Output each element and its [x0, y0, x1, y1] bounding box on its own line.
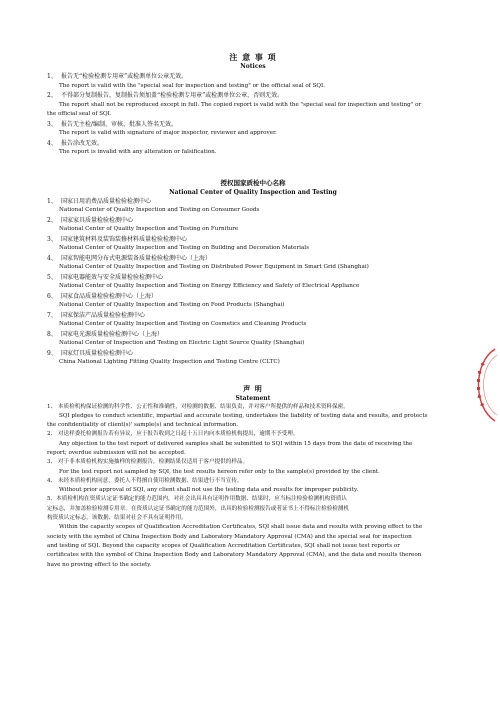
statement-p2-en: Any objection to the test report of delivered samples shall be submitted to SQI within 15 days from the date of receiving the [59, 440, 413, 447]
statement-p5-cn: 5、本质检机构在资质认定证书确定的能力范围内，对社会出具具有证明作用数据、结果时，应当标注检验检测机构资质认 [47, 496, 348, 503]
notice-text-en: The report is invalid with any alteration or falsification. [59, 149, 217, 155]
item-number: 8、 [47, 330, 57, 338]
document-body [47, 52, 459, 570]
center-name-cn: 国家电器能效与安全质量检验检测中心 [61, 273, 164, 281]
statement-p2-en-cont: report; overdue submission will not be accepted. [47, 449, 186, 456]
statement-p5-en-cont: society with the symbol of China Inspection Body and Laboratory Mandatory Approval (CMA) and the special seal for inspection [47, 533, 412, 540]
center-name-en: National Center of Quality Inspection and Testing on Cosmetics and Cleaning Products [59, 321, 307, 327]
centers-section [47, 179, 459, 368]
statement-p3-en: For the test report not sampled by SQI, the test results hereon refer only to the sample(s) provided by the client. [59, 468, 380, 475]
statement-title-en: Statement [235, 394, 271, 402]
center-item [47, 216, 459, 226]
item-number: 1、 [47, 73, 57, 80]
statement-p5-cn-cont: 定标志，并加盖检验检测专用章。在资质认定证书确定的能力范围外，出具的检验检测报告或者证书上不得标注检验检测机 [47, 505, 350, 512]
center-name-en: National Center of Quality Inspection and Testing on Building and Decoration Materials [59, 245, 309, 251]
statement-section [47, 384, 459, 570]
item-number: 2、 [47, 216, 57, 224]
center-name-cn: 国家食品质量检验检测中心（上海） [61, 292, 158, 300]
center-name-en: National Center of Quality Inspection and Testing on Food Products (Shanghai) [59, 302, 285, 308]
statement-title-cn: 声 明 [243, 383, 263, 393]
statement-p1-en-cont: the confidentiality of client(s)' sample(s) and technical information. [47, 422, 239, 429]
center-name-cn: 国家建筑材料及装饰装修材料质量检验检测中心 [61, 235, 188, 243]
notice-text-en-cont: the official seal of SQI. [47, 111, 112, 117]
center-item [47, 330, 459, 340]
notice-text-en: The report is valid with the "special seal for inspection and testing" or the official seal of SQI. [59, 82, 325, 89]
statement-p5-cn-cont: 构资质认定标志，该数据、结果对社会不具有证明作用。 [47, 515, 187, 522]
notice-item [47, 91, 459, 101]
notice-text-cn: 报告无主检/编制、审核、批准人签名无效。 [61, 120, 178, 128]
item-number: 3、 [47, 120, 57, 128]
notices-title-en: Notices [240, 63, 266, 70]
center-name-en: National Center of Quality Inspection and Testing on Distributed Power Equipment in Smart Grid (Shanghai) [59, 264, 369, 270]
notice-text-cn: 报告无“检验检测专用章”或检测单位公章无效。 [61, 73, 188, 80]
item-number: 5、 [47, 273, 57, 281]
red-seal-stamp [467, 345, 497, 425]
item-number: 9、 [47, 349, 57, 357]
centers-title-cn: 授权国家质检中心名称 [220, 178, 286, 187]
statement-p1-en: SQI pledges to conduct scientific, impartial and accurate testing, undertakes the liability of testing data and results, and protects [59, 412, 428, 419]
notices-section [47, 52, 459, 158]
center-name-cn: 国家日用消费品质量检验检测中心 [61, 197, 152, 205]
notice-text-cn: 不得部分复制报告，复制报告须加盖“检验检测专用章”或检测单位公章，否则无效。 [61, 92, 284, 99]
notice-text-cn: 报告涂改无效。 [61, 139, 104, 147]
statement-p3-cn: 3、 对于非本质检机构实施抽样的检测报告，检测结果仅适用于客户提供的样品。 [47, 459, 249, 466]
center-name-cn: 国家灯具质量检验检测中心 [61, 349, 134, 357]
center-name-cn: 国家保洁产品质量检验检测中心 [61, 311, 146, 319]
center-name-cn: 国家智能电网分布式电源装备质量检验检测中心（上海） [61, 254, 212, 262]
center-item [47, 349, 459, 359]
center-name-en: National Center of Quality Inspection and Testing on Energy Efficiency and Safety of Electrical Appliance [59, 283, 360, 289]
notice-item [47, 139, 459, 149]
center-item [47, 273, 459, 283]
item-number: 6、 [47, 292, 57, 300]
notice-text-en: The report shall not be reproduced except in full. The copied report is valid with the "special seal for inspection and testing" or [59, 101, 422, 108]
item-number: 4、 [47, 254, 57, 262]
center-name-en: National Center of Inspection and Testing on Electric Light Source Quality (Shanghai) [59, 340, 305, 346]
notices-title-cn: 注 意 事 项 [229, 52, 277, 62]
center-name-en: National Center of Quality Inspection and Testing on Furniture [59, 226, 239, 232]
item-number: 1、 [47, 197, 57, 205]
notice-item [47, 72, 459, 82]
item-number: 4、 [47, 139, 57, 147]
statement-p5-en: Within the capacity scopes of Qualification Accreditation Certificates, SQI shall issue data and results with proving effect to the [59, 524, 423, 531]
center-name-cn: 国家电光源质量检验检测中心（上海） [61, 330, 164, 338]
statement-p2-cn: 2、 对送样委托检测报告若有异议，应于报告收到之日起十五日内向本质检机构提出，逾期不予受理。 [47, 431, 299, 438]
statement-p1-cn: 1、 本质检机构保证检测的科学性、公正性和准确性，对检测的数据、结果负责，并对客户所提供的样品和技术资料保密。 [47, 403, 349, 410]
center-name-en: National Center of Quality Inspection and Testing on Consumer Goods [59, 207, 260, 213]
item-number: 2、 [47, 92, 57, 99]
statement-p5-en-cont: certificates with the symbol of China Inspection Body and Laboratory Mandatory Approval (CMA), and the data and results thereon [47, 552, 422, 559]
center-item [47, 254, 459, 264]
statement-p5-en-cont: have no proving effect to the society. [47, 561, 152, 568]
notice-text-en: The report is valid with signature of major inspector, reviewer and approver. [59, 130, 277, 136]
notice-item [47, 120, 459, 130]
center-name-en: China National Lighting Fitting Quality Inspection and Testing Centre (CLTC) [59, 359, 280, 365]
centers-title-en: National Center of Quality Inspection and Testing [169, 188, 337, 196]
statement-p5-en-cont: and testing of SQI. Beyond the capacity scopes of Qualification Accreditation Certificates, SQI shall not issue test reports or [47, 542, 400, 549]
center-name-cn: 国家家具质量检验检测中心 [61, 216, 134, 224]
item-number: 7、 [47, 311, 57, 319]
center-item [47, 197, 459, 207]
center-item [47, 292, 459, 302]
item-number: 3、 [47, 235, 57, 243]
center-item [47, 311, 459, 321]
center-item [47, 235, 459, 245]
statement-p4-cn: 4、 未经本质检机构同意，委托人不得擅自使用检测数据、结果进行不当宣传。 [47, 477, 243, 484]
statement-p4-en: Without prior approval of SQI, any client shall not use the testing data and results for improper publicity. [59, 487, 359, 494]
